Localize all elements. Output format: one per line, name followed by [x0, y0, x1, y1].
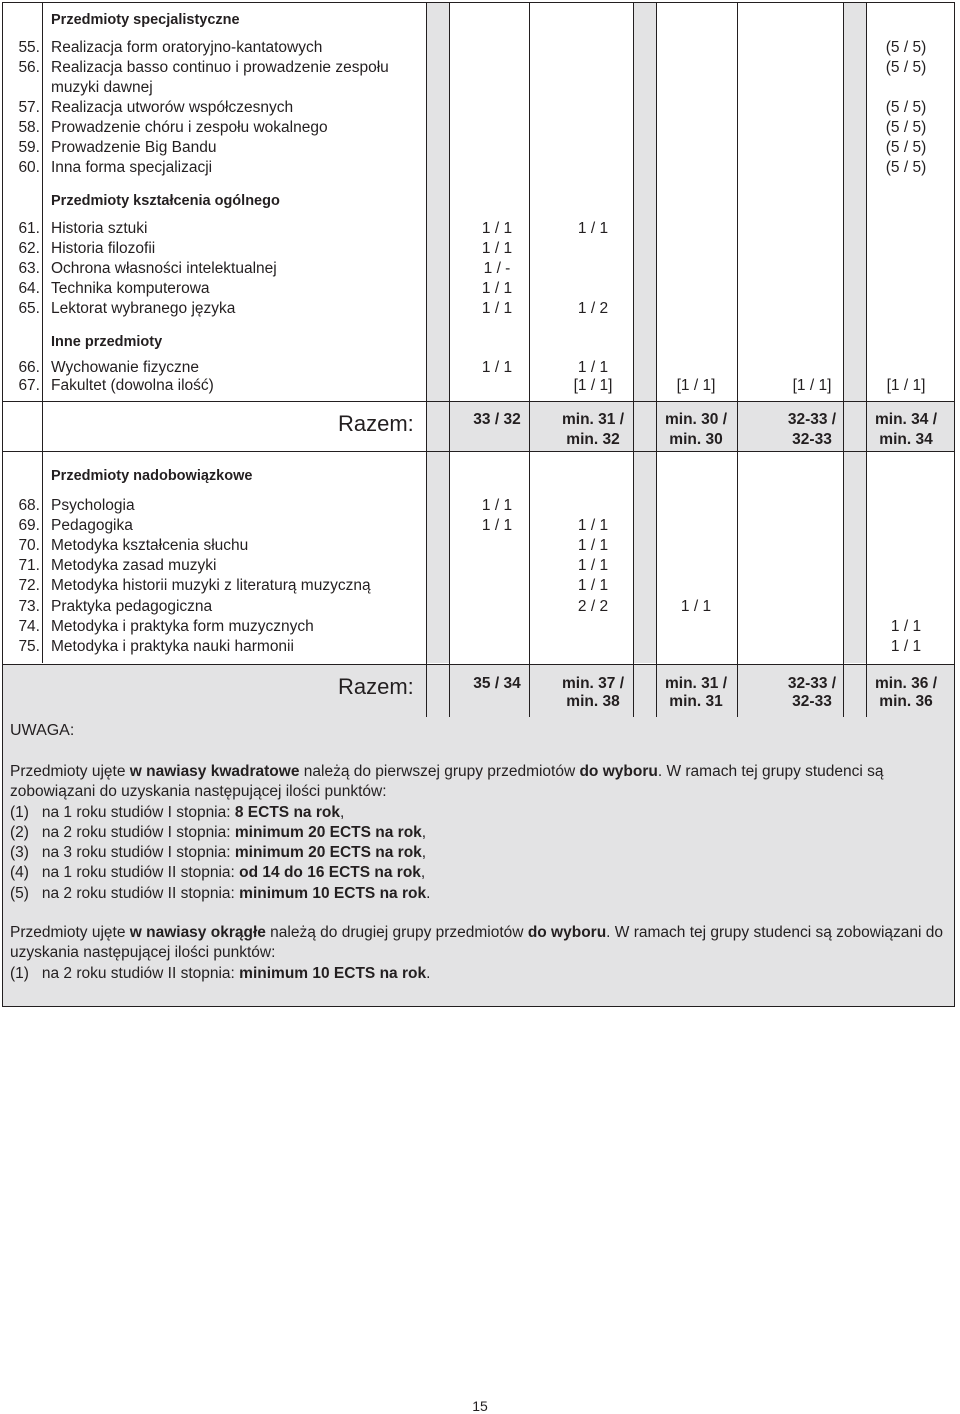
note-item: (5) na 2 roku studiów II stopnia: minimum 10 ECTS na rok. [10, 884, 431, 902]
total-c5-line2: min. 34 [879, 431, 933, 448]
row-name: Praktyka pedagogiczna [51, 598, 213, 615]
cell-c2: 1 / 1 [577, 557, 609, 574]
row-number: 64. [18, 280, 40, 297]
section-title-general: Przedmioty kształcenia ogólnego [51, 193, 280, 209]
row-name: Metodyka zasad muzyki [51, 557, 217, 574]
cell-c5: (5 / 5) [885, 39, 927, 56]
row-number: 61. [18, 220, 40, 237]
total-c2-line1: min. 31 / [561, 411, 625, 428]
row-name: muzyki dawnej [51, 79, 153, 96]
cell-c2: 1 / 1 [577, 537, 609, 554]
cell-c2: 1 / 1 [577, 517, 609, 534]
cell-c1: 1 / 1 [481, 240, 513, 257]
row-name: Prowadzenie Big Bandu [51, 139, 217, 156]
row-number: 68. [18, 497, 40, 514]
row-name: Historia sztuki [51, 220, 148, 237]
cell-c1: 1 / 1 [481, 359, 513, 376]
note-item: (2) na 2 roku studiów I stopnia: minimum 20 ECTS na rok, [10, 823, 427, 841]
razem-label: Razem: [338, 674, 414, 699]
row-name: Metodyka i praktyka form muzycznych [51, 618, 314, 635]
cell-c5: (5 / 5) [885, 139, 927, 156]
note-item: (4) na 1 roku studiów II stopnia: od 14 do 16 ECTS na rok, [10, 864, 426, 882]
total-c3-line2: min. 30 [669, 431, 723, 448]
row-number: 72. [18, 577, 40, 594]
row-name: Metodyka kształcenia słuchu [51, 537, 249, 554]
razem-label: Razem: [338, 411, 414, 436]
total-c2-line1: min. 37 / [561, 675, 625, 692]
row-number: 73. [18, 598, 40, 615]
note-item: (1) na 2 roku studiów II stopnia: minimum 10 ECTS na rok. [10, 964, 431, 982]
row-name: Prowadzenie chóru i zespołu wokalnego [51, 119, 328, 136]
row-name: Realizacja utworów współczesnych [51, 99, 294, 116]
row-number: 57. [18, 99, 40, 116]
row-name: Lektorat wybranego języka [51, 300, 236, 317]
cell-c2: 2 / 2 [577, 598, 609, 615]
total-c5-line2: min. 36 [879, 693, 933, 710]
total-c5-line1: min. 34 / [874, 411, 938, 428]
row-name: Metodyka historii muzyki z literaturą muzyczną [51, 577, 371, 594]
row-number: 60. [18, 159, 40, 176]
section-title-optional: Przedmioty nadobowiązkowe [51, 468, 253, 484]
cell-c3: 1 / 1 [680, 598, 712, 615]
cell-c2: 1 / 1 [577, 359, 609, 376]
cell-c5: 1 / 1 [890, 638, 922, 655]
row-number: 66. [18, 359, 40, 376]
total-c1: 35 / 34 [473, 675, 521, 692]
row-name: Inna forma specjalizacji [51, 159, 213, 176]
total-c5-line1: min. 36 / [874, 675, 938, 692]
row-number: 65. [18, 300, 40, 317]
cell-c2: 1 / 1 [577, 220, 609, 237]
row-number: 58. [18, 119, 40, 136]
row-number: 63. [18, 260, 40, 277]
cell-c2: 1 / 2 [577, 300, 609, 317]
row-name: Metodyka i praktyka nauki harmonii [51, 638, 294, 655]
cell-c2: 1 / 1 [577, 577, 609, 594]
row-number: 71. [18, 557, 40, 574]
row-number: 56. [18, 59, 40, 76]
row-name: Realizacja form oratoryjno-kantatowych [51, 39, 323, 56]
row-name: Psychologia [51, 497, 135, 514]
total-c1: 33 / 32 [473, 411, 521, 428]
cell-c1: 1 / 1 [481, 280, 513, 297]
cell-c2: [1 / 1] [573, 377, 613, 394]
total-c3-line1: min. 31 / [664, 675, 728, 692]
total-c2-line2: min. 38 [566, 693, 620, 710]
section-title-specialist: Przedmioty specjalistyczne [51, 12, 240, 28]
row-number: 70. [18, 537, 40, 554]
cell-c1: 1 / 1 [481, 220, 513, 237]
total-c4-line1: 32-33 / [787, 675, 837, 692]
total-c3-line2: min. 31 [669, 693, 723, 710]
cell-c5: (5 / 5) [885, 119, 927, 136]
row-name: Realizacja basso continuo i prowadzenie zespołu [51, 59, 389, 76]
total-c3-line1: min. 30 / [664, 411, 728, 428]
cell-c5: (5 / 5) [885, 99, 927, 116]
cell-c4: [1 / 1] [792, 377, 832, 394]
total-c4-line2: 32-33 [792, 431, 832, 448]
row-name: Historia filozofii [51, 240, 156, 257]
note-square-brackets: Przedmioty ujęte w nawiasy kwadratowe należą do pierwszej grupy przedmiotów do wyboru. W ramach tej grupy studenci są zobowiązani do uzyskania następującej ilości punktów: (1) na 1 roku studiów I stopnia: 8 ECTS na rok, (2) na 2 roku studiów I stopnia: minimum 20 ECTS na rok, (3) na 3 roku studiów I stopnia: minimum 20 ECTS na rok, (4) na 1 roku studiów II stopnia: od 14 do 16 ECTS na rok, (5) na 2 roku studiów II stopnia: minimum 10 ECTS na rok. [10, 762, 945, 904]
total-c2-line2: min. 32 [566, 431, 620, 448]
row-number: 59. [18, 139, 40, 156]
row-number: 62. [18, 240, 40, 257]
row-name: Fakultet (dowolna ilość) [51, 377, 214, 394]
section-title-other: Inne przedmioty [51, 334, 163, 350]
note-item: (1) na 1 roku studiów I stopnia: 8 ECTS na rok, [10, 803, 345, 821]
page-number: 15 [472, 1398, 488, 1414]
uwaga-label: UWAGA: [10, 722, 75, 739]
row-name: Wychowanie fizyczne [51, 359, 200, 376]
row-name: Ochrona własności intelektualnej [51, 260, 277, 277]
cell-c1: 1 / 1 [481, 300, 513, 317]
cell-c5: 1 / 1 [890, 618, 922, 635]
row-number: 67. [18, 377, 40, 394]
cell-c1: 1 / - [483, 260, 511, 277]
cell-c1: 1 / 1 [481, 517, 513, 534]
row-name: Pedagogika [51, 517, 133, 534]
cell-c3: [1 / 1] [676, 377, 716, 394]
shade-col1 [426, 3, 449, 663]
cell-c5: (5 / 5) [885, 159, 927, 176]
row-name: Technika komputerowa [51, 280, 210, 297]
note-item: (3) na 3 roku studiów I stopnia: minimum 20 ECTS na rok, [10, 844, 427, 862]
row-number: 69. [18, 517, 40, 534]
total-c4-line1: 32-33 / [787, 411, 837, 428]
row-number: 75. [18, 638, 40, 655]
cell-c1: 1 / 1 [481, 497, 513, 514]
shade-col5 [843, 3, 866, 663]
cell-c5: [1 / 1] [886, 377, 926, 394]
cell-c5: (5 / 5) [885, 59, 927, 76]
row-number: 74. [18, 618, 40, 635]
note-round-brackets: Przedmioty ujęte w nawiasy okrągłe należą do drugiej grupy przedmiotów do wyboru. W ramach tej grupy studenci są zobowiązani do uzyskania następującej ilości punktów: (1) na 2 roku studiów II stopnia: minimum 10 ECTS na rok. [10, 923, 945, 984]
total-c4-line2: 32-33 [792, 693, 832, 710]
row-number: 55. [18, 39, 40, 56]
